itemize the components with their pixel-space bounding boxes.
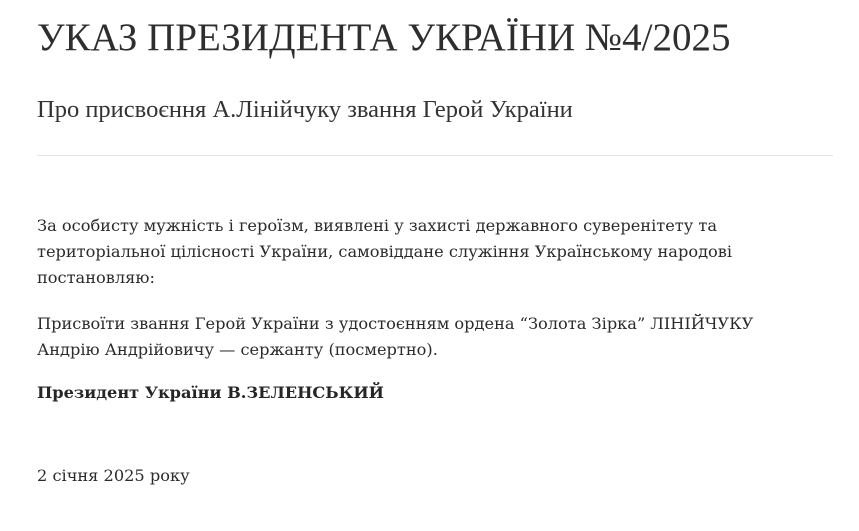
decree-title: УКАЗ ПРЕЗИДЕНТА УКРАЇНИ №4/2025: [37, 16, 731, 59]
decree-date: 2 січня 2025 року: [37, 466, 190, 485]
decree-resolution: Присвоїти звання Герой України з удостоєнням ордена “Золота Зірка” ЛІНІЙЧУКУ Андрію Андрійовичу — сержанту (посмертно).: [37, 314, 754, 359]
decree-signature: Президент України В.ЗЕЛЕНСЬКИЙ: [37, 383, 384, 402]
decree-subtitle: Про присвоєння А.Лінійчуку звання Герой України: [37, 96, 573, 123]
divider: [37, 155, 833, 156]
decree-preamble: За особисту мужність і героїзм, виявлені у захисті державного суверенітету та територіальної цілісності України, самовіддане служіння Українському народові постановляю:: [37, 216, 733, 287]
